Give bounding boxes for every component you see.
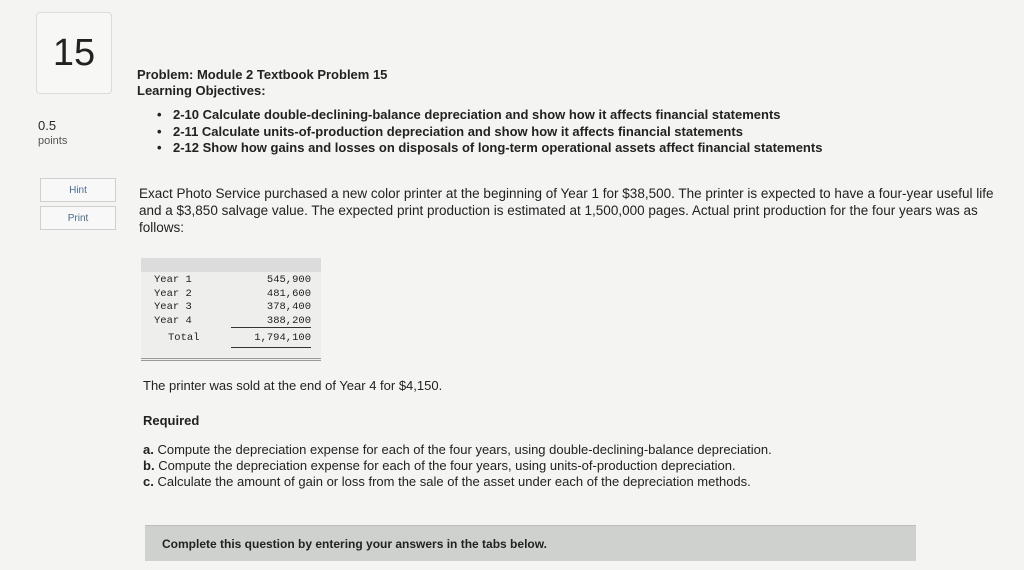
points-label: points	[38, 135, 68, 147]
required-heading: Required	[143, 413, 200, 428]
learning-objectives-list	[155, 107, 822, 157]
required-item	[143, 458, 772, 474]
row-label: Year 3	[154, 301, 192, 313]
row-value: 388,200	[266, 314, 311, 327]
required-letter: a.	[143, 442, 154, 457]
row-label: Year 1	[154, 274, 192, 286]
row-label: Year 2	[154, 287, 192, 300]
subtotal-rule	[231, 327, 311, 328]
table-header-band	[141, 258, 321, 272]
row-value: 378,400	[266, 301, 311, 313]
sale-text: The printer was sold at the end of Year 4 for $4,150.	[143, 378, 443, 393]
problem-header	[137, 67, 387, 99]
required-letter: c.	[143, 474, 154, 489]
total-label: Total	[168, 332, 200, 344]
print-button[interactable]: Print	[40, 206, 116, 230]
total-value: 1,794,100	[254, 332, 311, 344]
required-letter: b.	[143, 458, 155, 473]
problem-title: Problem: Module 2 Textbook Problem 15	[137, 67, 388, 82]
objective-item: • 2-12 Show how gains and losses on disposals of long-term operational assets affect financial statements	[155, 140, 822, 157]
row-value: 481,600	[266, 287, 311, 300]
required-text: Calculate the amount of gain or loss from the sale of the asset under each of the depreciation methods.	[157, 474, 751, 489]
required-item	[143, 442, 772, 458]
objective-item: • 2-11 Calculate units-of-production depreciation and show how it affects financial statements	[155, 124, 822, 141]
required-text: Compute the depreciation expense for each of the four years, using double-declining-balance depreciation.	[157, 442, 772, 457]
required-item	[143, 474, 772, 490]
problem-intro: Exact Photo Service purchased a new color printer at the beginning of Year 1 for $38,500. The printer is expected to have a four-year useful life and a $3,850 salvage value. The expected print production is estimated at 1,500,000 pages. Actual print production for the four years was as follows:	[139, 186, 994, 235]
row-label: Year 4	[154, 314, 192, 327]
production-table	[141, 258, 321, 361]
hint-button[interactable]: Hint	[40, 178, 116, 202]
objectives-heading: Learning Objectives:	[137, 83, 266, 98]
required-list	[143, 442, 772, 490]
question-number: 15	[36, 12, 112, 94]
required-text: Compute the depreciation expense for each of the four years, using units-of-production depreciation.	[158, 458, 736, 473]
points-value: 0.5	[38, 118, 57, 133]
objective-item: • 2-10 Calculate double-declining-balance depreciation and show how it affects financial statements	[155, 107, 822, 124]
total-rule	[231, 347, 311, 348]
instructions-bar: Complete this question by entering your answers in the tabs below.	[145, 525, 916, 561]
row-value: 545,900	[266, 274, 311, 286]
